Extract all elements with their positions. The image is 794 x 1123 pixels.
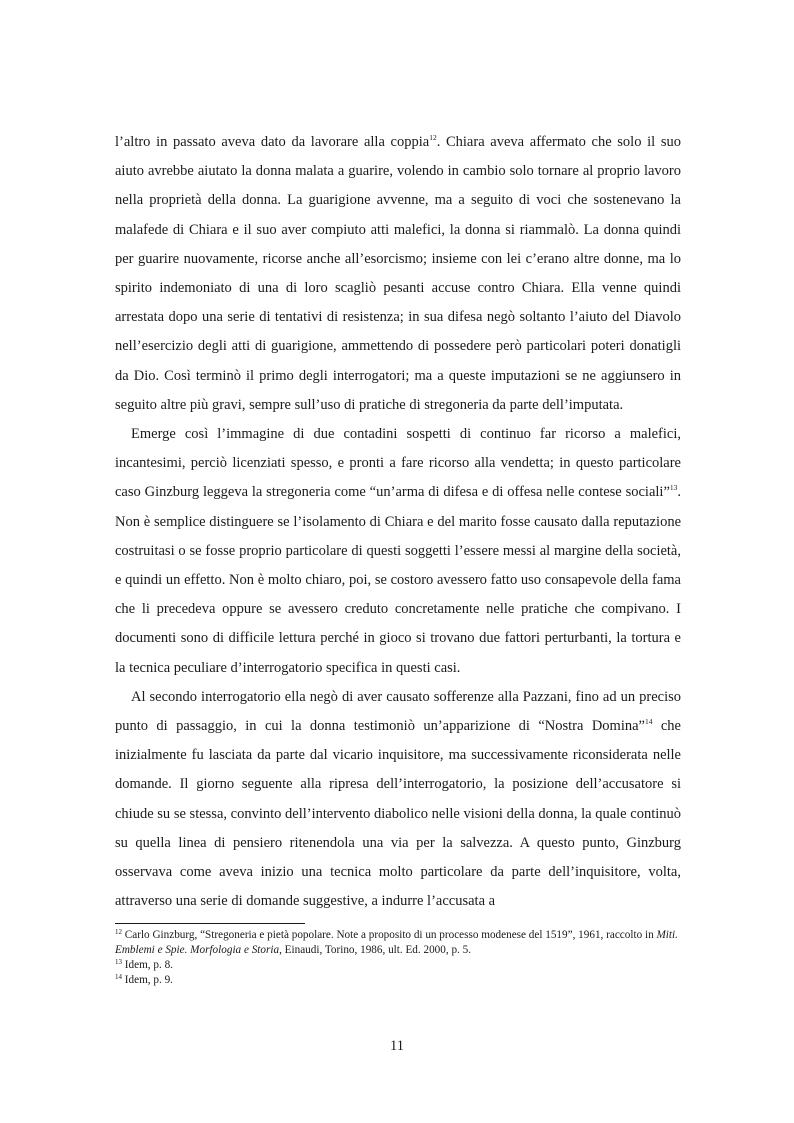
footnote-ref-14[interactable]: 14 [644,717,653,727]
footnote-separator [115,923,305,924]
footnote-text: Idem, p. 9. [122,974,173,986]
footnote-book-title: Miti. Emblemi e Spie. Morfologia e Storia [115,929,678,956]
footnotes [115,928,681,988]
footnote-ref-13[interactable]: 13 [669,483,678,493]
paragraph-1-text: l’altro in passato aveva dato da lavorare alla coppia [115,134,430,150]
body-text [115,128,681,916]
footnote-text: Idem, p. 8. [122,959,173,971]
footnote-number: 12 [115,928,122,936]
paragraph-2-text: Emerge così l’immagine di due contadini sospetti di continuo far ricorso a malefici, incantesimi, perciò licenziati spesso, e pronti a fare ricorso alla vendetta; in questo particolare caso Ginzburg leggeva la stregoneria come “un’arma di difesa e di offesa nelle contese sociali” [115,426,681,501]
paragraph-2 [115,420,681,683]
footnote-ref-12[interactable]: 12 [429,133,437,142]
paragraph-3 [115,683,681,917]
paragraph-2-text: . Non è semplice distinguere se l’isolamento di Chiara e del marito fosse causato dalla reputazione costruitasi o se fosse proprio particolare di questi soggetti l’essere messi al margine della società, e quindi un effetto. Non è molto chiaro, poi, se costoro avessero fatto uso consapevole della fama che li precedeva oppure se avessero creduto concretamente nelle pratiche che compivano. I documenti sono di difficile lettura perché in gioco si trovano due fattori perturbanti, la tortura e la tecnica peculiare d’interrogatorio specifica in questi casi. [115,484,681,676]
footnote-12 [115,928,681,958]
footnote-number: 14 [115,973,122,981]
paragraph-1-text: . Chiara aveva affermato che solo il suo aiuto avrebbe aiutato la donna malata a guarire, volendo in cambio solo tornare al proprio lavoro nella proprietà della donna. La guarigione avvenne, ma a seguito di voci che sostenevano la malafede di Chiara e il suo aver compiuto atti malefici, la donna si riammalò. La donna quindi per guarire nuovamente, ricorse anche all’esorcismo; insieme con lei c’erano altre donne, ma lo spirito indemoniato di una di loro scagliò pesanti accuse contro Chiara. Ella venne quindi arrestata dopo una serie di tentativi di resistenza; in sua difesa negò soltanto l’aiuto del Diavolo nell’esercizio degli atti di guarigione, ammettendo di possedere però particolari poteri donatigli da Dio. Così terminò il primo degli interrogatori; ma a queste imputazioni se ne aggiunsero in seguito altre più gravi, sempre sull’uso di pratiche di stregoneria da parte dell’imputata. [115,134,681,413]
footnote-number: 13 [115,958,122,966]
footnote-14 [115,973,681,988]
footnote-text: Carlo Ginzburg, “Stregoneria e pietà popolare. Note a proposito di un processo modenese del 1519”, 1961, raccolto in [122,929,657,941]
paragraph-3-text: che inizialmente fu lasciata da parte dal vicario inquisitore, ma successivamente riconsiderata nelle domande. Il giorno seguente alla ripresa dell’interrogatorio, la posizione dell’accusatore si chiude su se stessa, convinto dell’intervento diabolico nelle visioni della donna, la quale continuò su quella linea di pensiero ritenendola una via per la salvezza. A questo punto, Ginzburg osservava come aveva inizio una tecnica molto particolare da parte dell’inquisitore, volta, attraverso una serie di domande suggestive, a indurre l’accusata a [115,718,681,910]
footnote-text: , Einaudi, Torino, 1986, ult. Ed. 2000, p. 5. [279,944,472,956]
footnote-13 [115,958,681,973]
paragraph-1 [115,128,681,420]
page-number: 11 [390,1038,404,1054]
paragraph-3-text: Al secondo interrogatorio ella negò di aver causato sofferenze alla Pazzani, fino ad un preciso punto di passaggio, in cui la donna testimoniò un’apparizione di “Nostra Domina” [115,688,681,735]
